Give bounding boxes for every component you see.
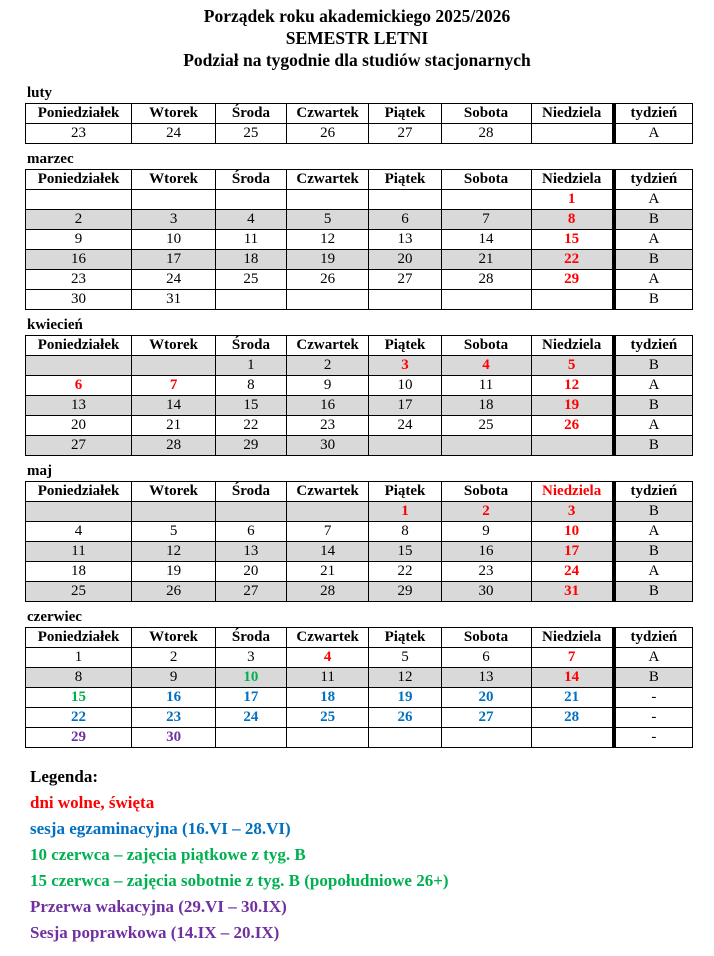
day-cell: 31 [531, 582, 614, 602]
day-cell: 27 [216, 582, 287, 602]
month-label-marzec: marzec [27, 151, 74, 167]
month-table-marzec [25, 169, 693, 310]
day-header-piątek: Piątek [369, 482, 441, 502]
day-header-środa: Środa [216, 336, 287, 356]
day-header-wtorek: Wtorek [132, 170, 216, 190]
day-cell-empty [216, 502, 287, 522]
day-cell: 20 [216, 562, 287, 582]
week-row [26, 270, 693, 290]
day-header-niedziela: Niedziela [531, 628, 614, 648]
day-cell: 25 [286, 708, 369, 728]
week-row [26, 728, 693, 748]
legend-item-2: sesja egzaminacyjna (16.VI – 28.VI) [30, 819, 291, 838]
day-cell: 28 [531, 708, 614, 728]
day-cell: 4 [441, 356, 531, 376]
header-row [26, 628, 693, 648]
day-cell: 18 [441, 396, 531, 416]
day-cell: 30 [132, 728, 216, 748]
day-cell: 14 [132, 396, 216, 416]
day-cell: 3 [216, 648, 287, 668]
day-cell: 18 [26, 562, 132, 582]
day-cell: 3 [132, 210, 216, 230]
week-row [26, 124, 693, 144]
day-header-piątek: Piątek [369, 628, 441, 648]
day-cell: 19 [531, 396, 614, 416]
week-row [26, 356, 693, 376]
day-cell: 1 [369, 502, 441, 522]
week-column-header: tydzień [614, 336, 693, 356]
day-cell: 14 [531, 668, 614, 688]
day-cell: 18 [216, 250, 287, 270]
week-letter-cell: B [614, 356, 693, 376]
day-header-niedziela: Niedziela [531, 104, 614, 124]
week-letter-cell: - [614, 728, 693, 748]
week-letter-cell: B [614, 668, 693, 688]
month-table-kwiecien [25, 335, 693, 456]
day-cell: 23 [132, 708, 216, 728]
day-cell: 12 [531, 376, 614, 396]
day-cell: 13 [216, 542, 287, 562]
day-header-sobota: Sobota [441, 336, 531, 356]
day-cell: 5 [132, 522, 216, 542]
day-cell: 23 [441, 562, 531, 582]
day-cell-empty [26, 356, 132, 376]
day-cell-empty [441, 290, 531, 310]
day-cell-empty [286, 728, 369, 748]
month-section-kwiecien [25, 317, 693, 456]
week-letter-cell: A [614, 230, 693, 250]
day-cell-empty [369, 290, 441, 310]
day-cell: 12 [286, 230, 369, 250]
month-section-czerwiec [25, 609, 693, 748]
day-header-wtorek: Wtorek [132, 104, 216, 124]
title-line-2: SEMESTR LETNI [285, 28, 429, 48]
day-cell: 12 [132, 542, 216, 562]
day-cell: 27 [26, 436, 132, 456]
day-cell: 14 [286, 542, 369, 562]
day-header-wtorek: Wtorek [132, 628, 216, 648]
day-cell: 9 [26, 230, 132, 250]
day-cell: 2 [132, 648, 216, 668]
day-cell: 15 [531, 230, 614, 250]
day-header-czwartek: Czwartek [286, 170, 369, 190]
day-cell: 31 [132, 290, 216, 310]
day-cell: 18 [286, 688, 369, 708]
day-cell: 29 [531, 270, 614, 290]
day-cell: 28 [441, 270, 531, 290]
day-cell: 15 [26, 688, 132, 708]
day-cell: 15 [216, 396, 287, 416]
day-cell: 19 [286, 250, 369, 270]
day-cell-empty [216, 190, 287, 210]
day-header-sobota: Sobota [441, 628, 531, 648]
week-column-header: tydzień [614, 104, 693, 124]
day-cell-empty [369, 190, 441, 210]
week-row [26, 582, 693, 602]
week-column-header: tydzień [614, 170, 693, 190]
day-cell: 4 [26, 522, 132, 542]
day-header-wtorek: Wtorek [132, 482, 216, 502]
day-header-wtorek: Wtorek [132, 336, 216, 356]
legend-item-6: Sesja poprawkowa (14.IX – 20.IX) [30, 923, 280, 942]
day-header-czwartek: Czwartek [286, 628, 369, 648]
day-cell: 23 [26, 270, 132, 290]
day-cell: 13 [26, 396, 132, 416]
month-section-luty [25, 85, 693, 144]
day-cell: 22 [26, 708, 132, 728]
day-cell: 28 [286, 582, 369, 602]
week-letter-cell: - [614, 688, 693, 708]
day-cell-empty [132, 502, 216, 522]
week-row [26, 502, 693, 522]
legend-items [30, 790, 714, 946]
day-cell: 25 [441, 416, 531, 436]
day-cell: 11 [441, 376, 531, 396]
week-letter-cell: A [614, 190, 693, 210]
day-cell: 30 [26, 290, 132, 310]
day-cell: 26 [132, 582, 216, 602]
day-cell: 26 [531, 416, 614, 436]
week-column-header: tydzień [614, 628, 693, 648]
week-row [26, 522, 693, 542]
day-cell-empty [531, 436, 614, 456]
day-cell: 6 [369, 210, 441, 230]
day-header-środa: Środa [216, 170, 287, 190]
day-header-środa: Środa [216, 104, 287, 124]
day-header-sobota: Sobota [441, 170, 531, 190]
day-cell: 28 [441, 124, 531, 144]
week-row [26, 668, 693, 688]
week-letter-cell: A [614, 376, 693, 396]
day-header-poniedziałek: Poniedziałek [26, 170, 132, 190]
day-header-piątek: Piątek [369, 336, 441, 356]
day-cell: 13 [441, 668, 531, 688]
week-letter-cell: B [614, 396, 693, 416]
header-row [26, 104, 693, 124]
week-row [26, 708, 693, 728]
week-row [26, 376, 693, 396]
day-cell: 26 [286, 124, 369, 144]
day-cell: 24 [132, 270, 216, 290]
day-cell: 27 [369, 270, 441, 290]
day-cell: 16 [26, 250, 132, 270]
day-cell: 8 [216, 376, 287, 396]
day-cell: 23 [286, 416, 369, 436]
day-cell: 30 [286, 436, 369, 456]
day-cell: 7 [286, 522, 369, 542]
day-cell: 4 [286, 648, 369, 668]
day-header-poniedziałek: Poniedziałek [26, 104, 132, 124]
day-cell-empty [216, 728, 287, 748]
day-header-piątek: Piątek [369, 104, 441, 124]
day-cell: 1 [531, 190, 614, 210]
week-row [26, 396, 693, 416]
month-label-maj: maj [27, 463, 52, 479]
day-cell: 24 [132, 124, 216, 144]
day-cell: 16 [132, 688, 216, 708]
day-header-środa: Środa [216, 628, 287, 648]
day-cell: 20 [26, 416, 132, 436]
title-block [0, 0, 714, 71]
legend [30, 764, 714, 946]
week-column-header: tydzień [614, 482, 693, 502]
day-cell: 29 [26, 728, 132, 748]
week-row [26, 210, 693, 230]
day-cell: 30 [441, 582, 531, 602]
day-cell: 4 [216, 210, 287, 230]
day-cell: 14 [441, 230, 531, 250]
week-letter-cell: B [614, 290, 693, 310]
day-header-niedziela: Niedziela [531, 336, 614, 356]
week-row [26, 648, 693, 668]
day-cell-empty [132, 190, 216, 210]
day-cell: 15 [369, 542, 441, 562]
day-header-czwartek: Czwartek [286, 482, 369, 502]
week-letter-cell: A [614, 124, 693, 144]
day-cell: 29 [216, 436, 287, 456]
legend-item-1: dni wolne, święta [30, 793, 155, 812]
day-cell: 21 [531, 688, 614, 708]
week-row [26, 688, 693, 708]
day-cell: 10 [369, 376, 441, 396]
week-letter-cell: B [614, 582, 693, 602]
week-letter-cell: A [614, 648, 693, 668]
day-cell: 7 [441, 210, 531, 230]
day-cell: 17 [216, 688, 287, 708]
day-header-sobota: Sobota [441, 482, 531, 502]
day-cell: 8 [531, 210, 614, 230]
day-cell: 9 [286, 376, 369, 396]
week-letter-cell: A [614, 416, 693, 436]
week-letter-cell: B [614, 436, 693, 456]
day-cell: 20 [369, 250, 441, 270]
month-table-czerwiec [25, 627, 693, 748]
day-cell: 7 [132, 376, 216, 396]
day-cell: 22 [369, 562, 441, 582]
day-cell: 6 [26, 376, 132, 396]
day-cell: 6 [216, 522, 287, 542]
day-cell-empty [531, 124, 614, 144]
day-cell: 5 [531, 356, 614, 376]
day-cell-empty [441, 728, 531, 748]
week-letter-cell: A [614, 522, 693, 542]
day-cell: 7 [531, 648, 614, 668]
legend-item-3: 10 czerwca – zajęcia piątkowe z tyg. B [30, 845, 306, 864]
day-cell: 25 [216, 270, 287, 290]
day-cell: 13 [369, 230, 441, 250]
month-section-marzec [25, 151, 693, 310]
day-header-sobota: Sobota [441, 104, 531, 124]
day-cell-empty [531, 728, 614, 748]
week-row [26, 416, 693, 436]
day-cell: 16 [441, 542, 531, 562]
day-cell: 26 [369, 708, 441, 728]
day-cell-empty [216, 290, 287, 310]
day-cell: 2 [441, 502, 531, 522]
day-header-poniedziałek: Poniedziałek [26, 482, 132, 502]
day-cell: 1 [26, 648, 132, 668]
day-cell: 11 [26, 542, 132, 562]
week-row [26, 250, 693, 270]
day-cell: 21 [441, 250, 531, 270]
day-cell: 28 [132, 436, 216, 456]
day-cell-empty [286, 502, 369, 522]
day-cell: 22 [216, 416, 287, 436]
week-row [26, 190, 693, 210]
week-letter-cell: B [614, 250, 693, 270]
day-header-środa: Środa [216, 482, 287, 502]
day-header-piątek: Piątek [369, 170, 441, 190]
day-cell: 19 [132, 562, 216, 582]
day-cell-empty [286, 190, 369, 210]
header-row [26, 482, 693, 502]
day-cell: 10 [216, 668, 287, 688]
week-row [26, 562, 693, 582]
day-header-czwartek: Czwartek [286, 104, 369, 124]
day-cell: 3 [369, 356, 441, 376]
day-cell: 27 [441, 708, 531, 728]
day-cell: 17 [132, 250, 216, 270]
day-cell-empty [531, 290, 614, 310]
day-cell: 10 [132, 230, 216, 250]
legend-item-5: Przerwa wakacyjna (29.VI – 30.IX) [30, 897, 287, 916]
day-cell: 5 [369, 648, 441, 668]
month-label-kwiecien: kwiecień [27, 317, 83, 333]
week-row [26, 542, 693, 562]
months-container [25, 85, 693, 748]
month-label-luty: luty [27, 85, 53, 101]
day-cell: 11 [286, 668, 369, 688]
day-cell: 6 [441, 648, 531, 668]
day-header-poniedziałek: Poniedziałek [26, 336, 132, 356]
day-cell: 10 [531, 522, 614, 542]
day-header-poniedziałek: Poniedziałek [26, 628, 132, 648]
day-header-niedziela: Niedziela [531, 482, 614, 502]
header-row [26, 336, 693, 356]
legend-item-4: 15 czerwca – zajęcia sobotnie z tyg. B (popołudniowe 26+) [30, 871, 449, 890]
day-cell: 17 [531, 542, 614, 562]
day-cell-empty [26, 502, 132, 522]
week-letter-cell: - [614, 708, 693, 728]
month-label-czerwiec: czerwiec [27, 609, 82, 625]
day-cell: 29 [369, 582, 441, 602]
day-header-czwartek: Czwartek [286, 336, 369, 356]
day-cell: 25 [216, 124, 287, 144]
day-cell: 16 [286, 396, 369, 416]
day-cell-empty [26, 190, 132, 210]
day-cell: 11 [216, 230, 287, 250]
week-letter-cell: A [614, 562, 693, 582]
day-cell: 24 [531, 562, 614, 582]
day-cell: 21 [132, 416, 216, 436]
day-cell: 8 [369, 522, 441, 542]
day-cell: 17 [369, 396, 441, 416]
day-cell-empty [369, 728, 441, 748]
day-cell-empty [441, 436, 531, 456]
day-cell: 19 [369, 688, 441, 708]
day-cell: 1 [216, 356, 287, 376]
day-cell: 2 [26, 210, 132, 230]
week-letter-cell: A [614, 270, 693, 290]
month-table-maj [25, 481, 693, 602]
week-letter-cell: B [614, 210, 693, 230]
day-cell: 12 [369, 668, 441, 688]
day-cell: 24 [369, 416, 441, 436]
title-line-1: Porządek roku akademickiego 2025/2026 [203, 6, 511, 26]
day-cell: 27 [369, 124, 441, 144]
day-cell: 25 [26, 582, 132, 602]
day-cell: 21 [286, 562, 369, 582]
legend-label: Legenda: [30, 767, 98, 786]
day-cell: 24 [216, 708, 287, 728]
day-cell-empty [441, 190, 531, 210]
month-section-maj [25, 463, 693, 602]
day-cell: 20 [441, 688, 531, 708]
day-cell-empty [286, 290, 369, 310]
title-line-3: Podział na tygodnie dla studiów stacjonarnych [183, 50, 531, 70]
month-table-luty [25, 103, 693, 144]
day-cell: 9 [441, 522, 531, 542]
day-header-niedziela: Niedziela [531, 170, 614, 190]
day-cell: 22 [531, 250, 614, 270]
day-cell: 5 [286, 210, 369, 230]
week-letter-cell: B [614, 542, 693, 562]
week-row [26, 230, 693, 250]
day-cell-empty [369, 436, 441, 456]
day-cell: 26 [286, 270, 369, 290]
day-cell: 23 [26, 124, 132, 144]
day-cell-empty [132, 356, 216, 376]
header-row [26, 170, 693, 190]
week-row [26, 436, 693, 456]
week-letter-cell: B [614, 502, 693, 522]
day-cell: 3 [531, 502, 614, 522]
week-row [26, 290, 693, 310]
day-cell: 9 [132, 668, 216, 688]
day-cell: 2 [286, 356, 369, 376]
day-cell: 8 [26, 668, 132, 688]
